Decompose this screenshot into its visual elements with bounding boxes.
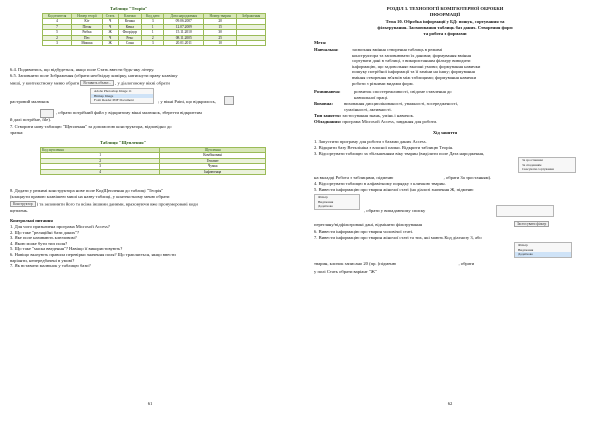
table1-header: Стать: [102, 14, 118, 19]
step-1: 1. Запустити програму для роботи з базами даних Access.: [314, 139, 427, 144]
vyh-text-line: виховання дисциплінованості, уважності, зосередженості,: [344, 101, 459, 106]
table-cell[interactable]: Рибка: [72, 30, 103, 35]
edu-text-line: сортувати дані в таблиці, з використанням фільтру виводити: [352, 58, 471, 64]
table-cell[interactable]: 2: [43, 35, 72, 40]
table-cell[interactable]: Пітон: [72, 24, 103, 29]
right-page: [300, 0, 600, 424]
question-item: 6. Навіщо вказують правила перевірки значення поля? Що трапляється, якщо ввести: [10, 251, 176, 257]
vyh-text-line: сумлінності, активності.: [344, 106, 392, 112]
text: , у діалоговому вікні обрати: [115, 80, 170, 86]
table-cell[interactable]: Мишка: [72, 41, 103, 46]
table-cell[interactable]: 15: [204, 24, 237, 29]
table-teoria: [42, 13, 266, 46]
paragraph-6-4: 6.4. Подивитись, що відбудеться, якщо поле Стать ввести будь-яку літеру.: [10, 67, 155, 72]
step-4: 4. Відсортувати таблицю в алфавітному порядку з кличкою тварин.: [314, 181, 446, 186]
paragraph-7-line2: зразка:: [10, 130, 24, 135]
vyh-label: Виховна:: [314, 101, 333, 106]
paragraph-8-line3: [10, 201, 198, 207]
table-cell[interactable]: 4: [43, 19, 72, 24]
text: ) та заповнити його та всіма іншими даними, враховуючи вже пронумеровані коди: [36, 201, 198, 207]
paragraph-6-5-line2: [10, 80, 170, 86]
object-type-list: [90, 88, 154, 104]
table-cell[interactable]: 1: [142, 24, 164, 29]
paint-icon[interactable]: [224, 96, 234, 105]
text: тварин, кличок записано 20 (пр. (підменю: [314, 261, 397, 266]
question-item: 1. Для чого призначена програма Microsoft Access?: [10, 224, 110, 229]
table-cell[interactable]: 15.11.2010: [164, 30, 204, 35]
filter-menu: [314, 194, 360, 210]
table-cell[interactable]: Ч: [102, 19, 118, 24]
sort-ascending-item[interactable]: За зростанням: [522, 158, 543, 162]
table-cell[interactable]: 10: [204, 41, 237, 46]
table1-header: Номер тварин: [204, 14, 237, 19]
question-item: 5. Що таке "маска введення"? Навіщо її використовують?: [10, 246, 123, 252]
questions-list: [10, 224, 176, 269]
table-cell[interactable]: 2: [142, 35, 164, 40]
table-cell[interactable]: Соня: [118, 41, 142, 46]
table-cell[interactable]: 3: [142, 41, 164, 46]
table-cell[interactable]: Ж: [102, 30, 118, 35]
constructor-button[interactable]: Конструктор: [10, 201, 36, 207]
dev-text-line: розвиток спостережливості, свідоме ставлення до: [354, 89, 452, 94]
filter-item[interactable]: Додатково: [318, 204, 333, 209]
step-5-end: перегляну/відфільтровані дані, відмінити фільтрування: [314, 222, 422, 227]
table-cell[interactable]: 5: [43, 30, 72, 35]
vyh-text: [344, 101, 458, 112]
control-questions-title: Контрольні питання: [10, 218, 53, 223]
table-cell[interactable]: Ч: [102, 24, 118, 29]
section-header-2: ІНФОРМАЦІЇ: [429, 12, 461, 17]
table-cell[interactable]: 30: [204, 30, 237, 35]
edu-text-line: вміння створення зв'язків між таблицями; формування навички: [352, 74, 477, 80]
dev-label: Розвиваюча:: [314, 89, 341, 94]
text: миші, у контекстному меню обрати: [10, 80, 80, 86]
text: , обрати За зростанням).: [443, 175, 492, 180]
advanced-filter-menu: [514, 242, 572, 258]
table-cell[interactable]: 7: [43, 24, 72, 29]
table-cell[interactable]: 2: [41, 158, 160, 163]
table-cell[interactable]: Флорідор: [118, 30, 142, 35]
table2-header: Щеплення: [160, 148, 266, 153]
step-7-cont: [314, 261, 474, 267]
equipment-line: [314, 119, 437, 125]
adv-filter-item[interactable]: Фільтр: [518, 243, 528, 247]
sort-cancel-item[interactable]: Скасувати сортування: [522, 167, 554, 172]
table-cell[interactable]: 3: [41, 164, 160, 169]
table1-header: Дата народження: [164, 14, 204, 19]
step-2: 2. Відкрити базу Ветклініка з власної папки. Відкрити таблицю Теорія.: [314, 145, 454, 150]
table-cell[interactable]: Ч: [102, 35, 118, 40]
table-shcheplennia: [40, 147, 266, 175]
paragraph-8-line4: щеплень.: [10, 208, 29, 213]
table1-header: Код дати: [142, 14, 164, 19]
edu-text-line: пошуку потрібної інформації та її заміни на іншу; формування: [352, 69, 475, 75]
edu-text-line: інформацію, що задовольняє вказані умови; формування навички: [352, 63, 481, 69]
paragraph-7-line1: 7. Створити нову таблицю "Щеплення" за допомогою конструктора, відповідно до: [10, 124, 172, 129]
dev-text: [354, 89, 452, 100]
step-3: 3. Відсортувати таблицю за збільшенням віку тварин (виділити поле Дата народження,: [314, 151, 485, 156]
table-cell[interactable]: Кешка: [118, 19, 142, 24]
table-cell[interactable]: 08.11.2005: [164, 35, 204, 40]
lab-title-1: Тема 10. Обробка інформації у БД: пошук, сортування та: [385, 19, 505, 24]
edu-text-line: засвоєння вміння створення таблиць в режимі: [352, 47, 443, 52]
p65-raster: растровий малюнок: [10, 99, 49, 104]
adv-filter-item-selected[interactable]: Додатково: [515, 252, 571, 257]
step-7-end: у полі Стать обрати варіант "Ж": [314, 269, 377, 274]
table-cell[interactable]: 1: [41, 153, 160, 158]
lab-title-3: та робота з формами: [423, 31, 467, 36]
insert-object-button[interactable]: Вставить объект...: [80, 80, 114, 86]
lab-title-2: фільтрування. Засвоювання таблиць баз даних. Створення форм: [377, 25, 513, 30]
progress-title: Хід заняття: [432, 130, 458, 135]
question-item: 2. Що таке "реляційні бази даних"?: [10, 229, 80, 235]
p65-end: й далі потрібне, file).: [10, 117, 52, 122]
table-cell[interactable]: 3: [142, 19, 164, 24]
edu-text-line: роботи з різними видами форм.: [352, 80, 414, 86]
table-cell[interactable]: 3: [43, 41, 72, 46]
edu-text-line: конструктора та заповнювати їх даними; формування вміння: [352, 52, 471, 58]
apply-filter-button[interactable]: Застосувати фільтр: [514, 221, 549, 227]
table1-header: Номер теорії: [72, 14, 103, 19]
step-3-cont: [314, 175, 491, 181]
object-type-item[interactable]: Foxit Reader PDF Document: [94, 98, 134, 103]
table-cell[interactable]: 09.06.2007: [164, 19, 204, 24]
table-cell[interactable]: Пес: [72, 35, 103, 40]
adv-filter-item[interactable]: Виділення: [518, 247, 534, 252]
table2-header: Код щеплення: [41, 148, 160, 153]
table-cell[interactable]: 20.01.2011: [164, 41, 204, 46]
page-number-left: 61: [147, 401, 153, 406]
table-cell[interactable]: 1: [142, 30, 164, 35]
paragraph-8-line2: (клацнути правою клавішею миші на назву таблиці, у контекстному меню обрати: [10, 194, 170, 199]
step-7: 7. Вивести інформацію про тварин жіночої статі та тих, які мають Код діагнозу 3, або: [314, 235, 482, 240]
table1-title: Таблиця "Теорія": [110, 6, 148, 11]
type-line: [314, 113, 414, 119]
type-label: Тип заняття:: [314, 113, 342, 118]
table-cell[interactable]: 25: [204, 35, 237, 40]
table-cell[interactable]: Кеша: [118, 24, 142, 29]
question-item: варіанти, непередбачені в умові?: [10, 257, 75, 263]
step-6: 6. Вивести інформацію про тварин чоловічої статі.: [314, 229, 414, 234]
edu-text: [352, 47, 480, 86]
question-item: 4. Якою може бути тип поля?: [10, 240, 68, 246]
table1-header: Клички: [118, 14, 142, 19]
question-item: 7. Як вставити малюнок у таблицю бази?: [10, 263, 91, 269]
section-header-1: РОЗДІЛ 3. ТЕХНОЛОГІЇ КОМП'ЮТЕРНОЇ ОБРОБКИ: [386, 6, 504, 11]
object-type-item[interactable]: Adobe Photoshop Image 11: [94, 89, 132, 93]
table-row: [41, 169, 266, 174]
object-type-item-selected[interactable]: Bitmap Image: [91, 94, 153, 99]
step-5: 5. Вивести інформацію про тварин жіночої статі (на діалозі значення Ж, підменю: [314, 187, 474, 192]
sort-menu: [518, 157, 576, 173]
text: на вкладці Робота з таблицями, підменю: [314, 175, 394, 180]
apply-filter-button-wrap: [514, 221, 549, 227]
table-cell[interactable]: Комбіновані: [160, 153, 266, 158]
table-cell[interactable]: Ж: [102, 41, 118, 46]
text: , обрати: [458, 261, 475, 266]
equip-label: Обладнання:: [314, 119, 342, 124]
goal-label: Мета:: [314, 40, 327, 45]
table-cell[interactable]: Кіт: [72, 19, 103, 24]
table1-header: Код вчителя: [43, 14, 72, 19]
question-item: 3. Яке поле називають ключовим?: [10, 235, 77, 241]
table-cell[interactable]: Рекс: [118, 35, 142, 40]
table-cell[interactable]: Чумка: [160, 164, 266, 169]
dev-text-line: навчальної праці.: [354, 94, 389, 100]
table2-title: Таблиця "Щеплення": [100, 140, 147, 145]
page-number-right: 62: [447, 401, 453, 406]
table-cell[interactable]: [237, 41, 266, 46]
table-cell[interactable]: 20: [204, 19, 237, 24]
paragraph-6-5-line1: 6.5. Заповнити поле Зображення (обрати необхідну комірку, натиснути праву клавішу: [10, 73, 178, 78]
table-cell[interactable]: Гепатит: [160, 158, 266, 163]
table1-header: Зображення: [237, 14, 266, 19]
table-cell[interactable]: Інфлюенца: [160, 169, 266, 174]
p65-paint: ; у вікні Paint, що відкрилось,: [158, 99, 216, 104]
type-text: застосування знань, умінь і навичок.: [342, 113, 414, 118]
filter-item[interactable]: Виділення: [318, 199, 334, 204]
table-row: [43, 41, 266, 46]
filter-dropdown[interactable]: [496, 205, 554, 217]
paragraph-8-line1: 8. Додати у режимі конструктора нове поле КодЩеплення до таблиці "Теорія": [10, 188, 164, 193]
edu-label: Навчальна:: [314, 47, 339, 52]
equip-text: програма Microsoft Access, завдання для роботи.: [342, 119, 438, 124]
table-cell[interactable]: 4: [41, 169, 160, 174]
table-cell[interactable]: 12.07.2009: [164, 24, 204, 29]
filter-item[interactable]: Фільтр: [318, 195, 328, 199]
p65-open: , обрати потрібний файл у відкритому вікні малюнок, зберегти відкриттям: [56, 110, 202, 115]
sort-descending-item[interactable]: За спаданням: [522, 162, 542, 167]
step-5-cont: , обрати у випадаючому списку: [364, 208, 426, 213]
